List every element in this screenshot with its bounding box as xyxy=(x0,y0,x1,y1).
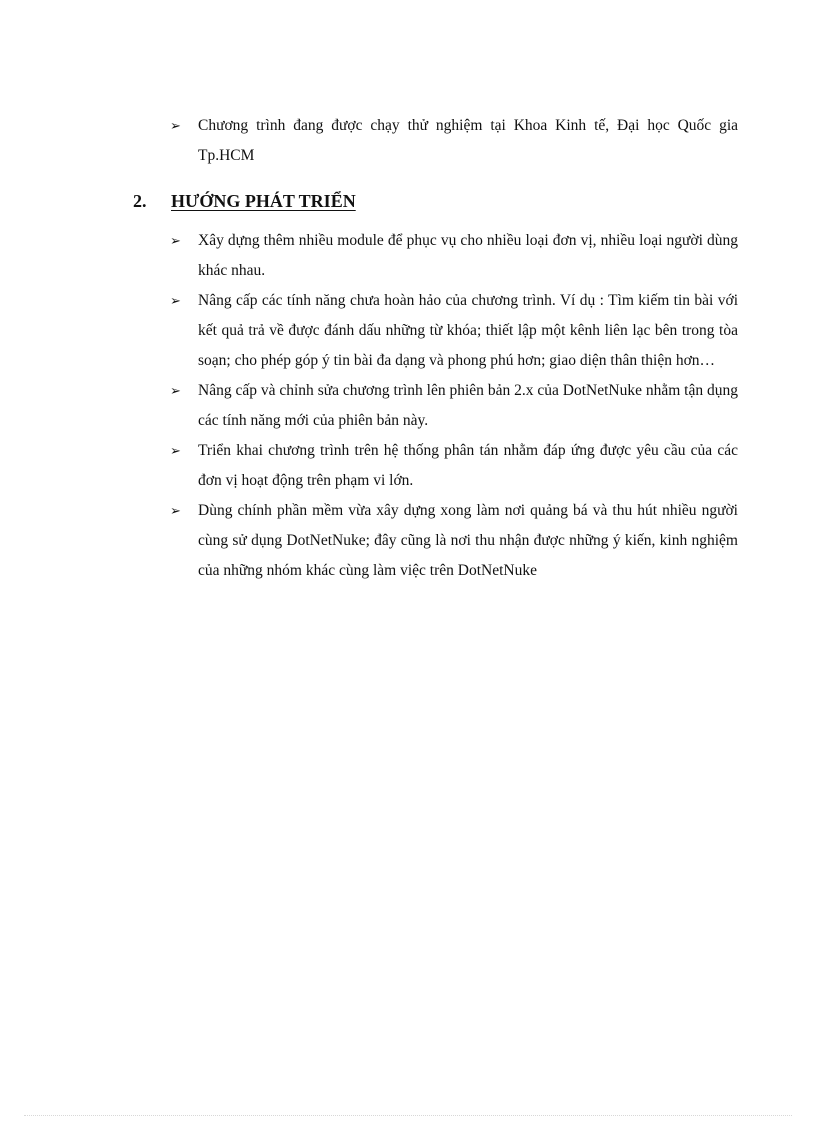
development-bullet-list xyxy=(170,226,738,586)
list-item xyxy=(170,111,738,171)
section-number: 2. xyxy=(133,191,147,211)
arrow-bullet-icon: ➢ xyxy=(170,503,181,518)
list-item-text: Nâng cấp các tính năng chưa hoàn hảo của chương trình. Ví dụ : Tìm kiếm tin bài với kết quả trả về được đánh dấu những từ khóa; thiết lập một kênh liên lạc bên trong tòa soạn; cho phép góp ý tin bài đa dạng và phong phú hơn; giao diện thân thiện hơn… xyxy=(198,292,738,369)
arrow-bullet-icon: ➢ xyxy=(170,383,181,398)
arrow-bullet-icon: ➢ xyxy=(170,118,181,133)
arrow-bullet-icon: ➢ xyxy=(170,233,181,248)
arrow-bullet-icon: ➢ xyxy=(170,293,181,308)
list-item-text: Dùng chính phần mềm vừa xây dựng xong làm nơi quảng bá và thu hút nhiều người cùng sử dụng DotNetNuke; đây cũng là nơi thu nhận được những ý kiến, kinh nghiệm của những nhóm khác cùng làm việc trên DotNetNuke xyxy=(198,502,738,579)
list-item-text: Triển khai chương trình trên hệ thống phân tán nhằm đáp ứng được yêu cầu của các đơn vị hoạt động trên phạm vi lớn. xyxy=(198,442,738,489)
list-item xyxy=(170,226,738,286)
arrow-bullet-icon: ➢ xyxy=(170,443,181,458)
list-item xyxy=(170,286,738,376)
list-item xyxy=(170,496,738,586)
list-item xyxy=(170,436,738,496)
section-heading xyxy=(133,186,356,216)
intro-bullet-list xyxy=(170,111,738,171)
list-item-text: Xây dựng thêm nhiều module để phục vụ cho nhiều loại đơn vị, nhiều loại người dùng khác nhau. xyxy=(198,232,738,279)
list-item-text: Chương trình đang được chạy thử nghiệm tại Khoa Kinh tế, Đại học Quốc gia Tp.HCM xyxy=(198,117,738,164)
list-item-text: Nâng cấp và chỉnh sửa chương trình lên phiên bản 2.x của DotNetNuke nhằm tận dụng các tính năng mới của phiên bản này. xyxy=(198,382,738,429)
page-bottom-divider xyxy=(24,1115,792,1116)
list-item xyxy=(170,376,738,436)
section-title: HƯỚNG PHÁT TRIỂN xyxy=(171,191,356,211)
